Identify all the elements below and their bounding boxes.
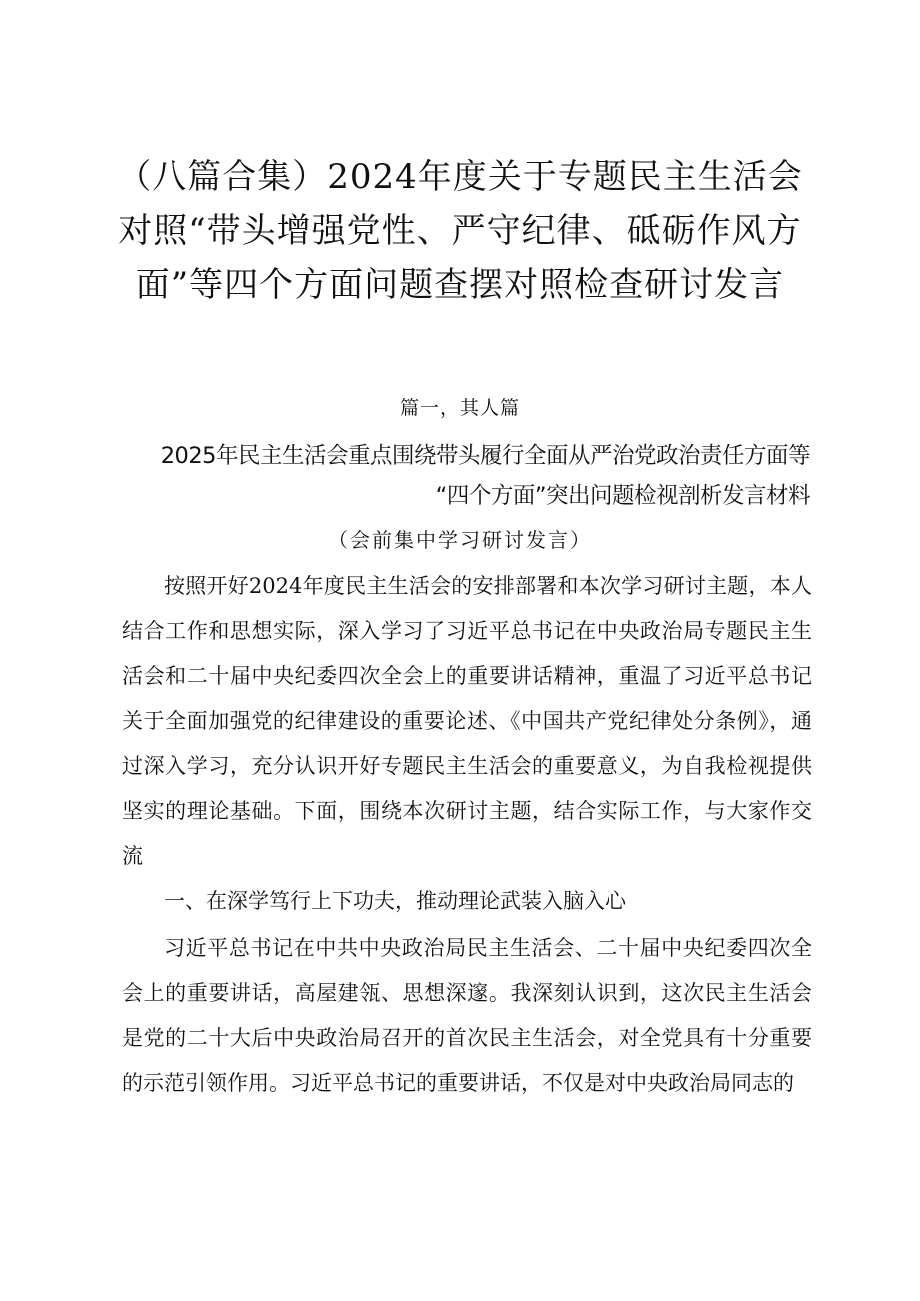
- subtitle-line: “四个方面”突出问题检视剖析发言材料: [435, 483, 810, 509]
- body-paragraph: 习近平总书记在中共中央政治局民主生活会、二十届中央纪委四次全会上的重要讲话，高屋建瓴、思想深邃。我深刻认识到，这次民主生活会是党的二十大后中央政治局召开的首次民主生活会，对全党具有十分重要的示范引领作用。习近平总书记的重要讲话，不仅是对中央政治局同志的: [122, 936, 812, 1095]
- section-label: 篇一，其人篇: [399, 397, 520, 419]
- title-line: 对照“带头增强党性、严守纪律、砥砺作风方: [118, 211, 802, 251]
- title-line: 面”等四个方面问题查摆对照检查研讨发言: [135, 265, 785, 305]
- body-paragraph: 按照开好2024年度民主生活会的安排部署和本次学习研讨主题，本人结合工作和思想实际，深入学习了习近平总书记在中央政治局专题民主生活会和二十届中央纪委四次全会上的重要讲话精神，重温了习近平总书记关于全面加强党的纪律建设的重要论述、《中国共产党纪律处分条例》，通过深入学习，充分认识开好专题民主生活会的重要意义，为自我检视提供坚实的理论基础。下面，围绕本次研讨主题，结合实际工作，与大家作交流: [122, 574, 812, 868]
- subtitle: [110, 436, 810, 516]
- subtitle-line: 2025年民主生活会重点围绕带头履行全面从严治党政治责任方面等: [160, 443, 810, 469]
- document-title: [110, 150, 810, 312]
- subtitle-note: （会前集中学习研讨发言）: [328, 528, 592, 552]
- section-heading: 一、在深学笃行上下功夫，推动理论武装入脑入心: [164, 889, 626, 913]
- title-line: （八篇合集）2024年度关于专题民主生活会: [117, 157, 803, 197]
